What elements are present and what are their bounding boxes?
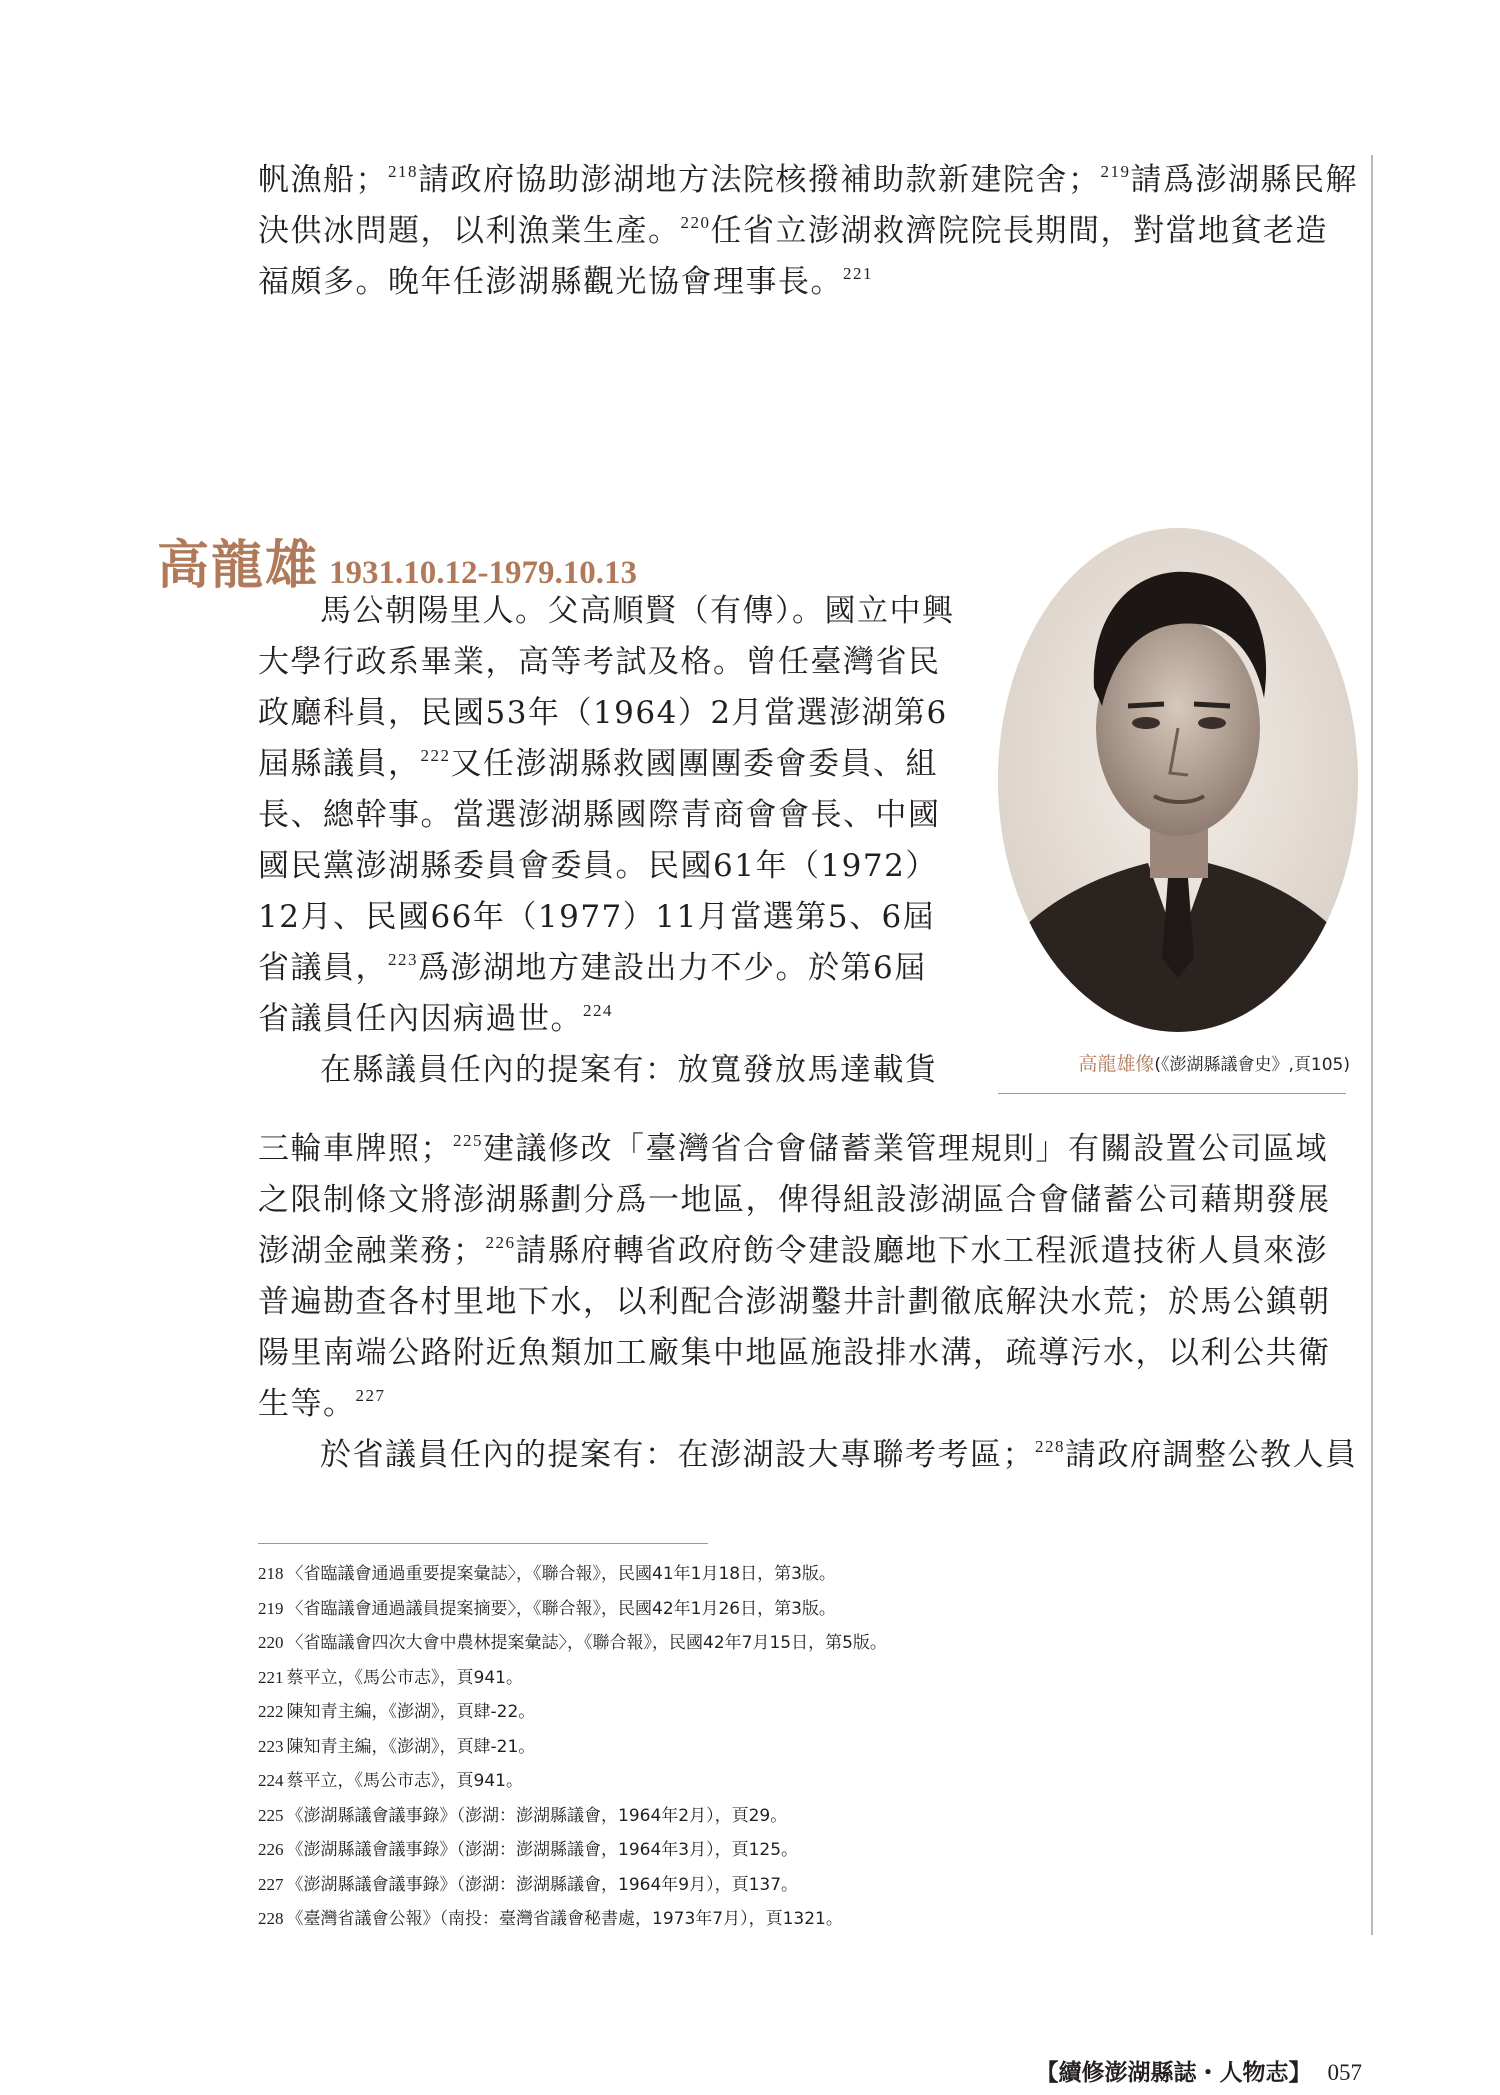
footnote-number: 219 xyxy=(258,1598,284,1618)
page-footer xyxy=(1000,2054,1362,2087)
text-run: 爲澎湖地方建設出力不少。於第6屆省議員任內因病過世。 xyxy=(258,950,927,1037)
footnote-divider xyxy=(258,1543,708,1544)
footnote-text: 〈省臨議會通過重要提案彙誌〉，《聯合報》，民國41年1月18日，第3版。 xyxy=(286,1564,836,1584)
text-run: 請爲澎湖縣民解決供冰問題，以利漁業生產。 xyxy=(258,162,1358,249)
margin-rule xyxy=(1371,155,1373,1935)
footnote-item xyxy=(258,1592,1358,1627)
footnote-number: 218 xyxy=(258,1564,284,1583)
footnote-item xyxy=(258,1799,1358,1834)
footnote-ref[interactable]: 221 xyxy=(843,264,873,283)
person-dates: 1931.10.12-1979.10.13 xyxy=(329,555,638,591)
footnote-item xyxy=(258,1833,1358,1868)
footnote-number: 223 xyxy=(258,1736,284,1756)
footnote-text: 蔡平立，《馬公市志》，頁941。 xyxy=(286,1771,523,1791)
text-run: 請縣府轉省政府飭令建設廳地下水工程派遣技術人員來澎普遍勘查各村里地下水，以利配合澎湖鑿井計劃徹底解決水荒；於馬公鎮朝陽里南端公路附近魚類加工廠集中地區施設排水溝，疏導污水，以利公共衛生等。 xyxy=(258,1233,1331,1422)
proposal-paragraph xyxy=(258,1124,1358,1481)
text-run: 請政府調整公教人員 xyxy=(1065,1437,1358,1473)
footnote-ref[interactable]: 226 xyxy=(485,1233,516,1252)
footnote-item xyxy=(258,1764,1358,1799)
caption-name: 高龍雄像 xyxy=(1078,1053,1155,1075)
footnote-text: 蔡平立，《馬公市志》，頁941。 xyxy=(286,1667,523,1688)
footnote-number: 220 xyxy=(258,1633,284,1652)
text-run: 建議修改「臺灣省合會儲蓄業管理規則」有關設置公司區域之限制條文將澎湖縣劃分爲一地區，俾得組設澎湖區合會儲蓄公司藉期發展澎湖金融業務； xyxy=(258,1131,1331,1269)
text-run: 馬公朝陽里人。父高順賢（有傳）。國立中興大學行政系畢業，高等考試及格。曾任臺灣省民政廳科員，民國53年（1964）2月當選澎湖第6屆縣議員， xyxy=(258,593,955,782)
footnote-number: 225 xyxy=(258,1805,284,1825)
footnote-text: 陳知青主編，《澎湖》，頁肆-21。 xyxy=(286,1736,536,1757)
text-run: 又任澎湖縣救國團團委會委員、組長、總幹事。當選澎湖縣國際青商會會長、中國國民黨澎湖縣委員會委員。民國61年（1972）12月、民國66年（1977）11月當選第5、6屆省議員， xyxy=(258,746,941,986)
top-paragraph xyxy=(258,155,1358,308)
footnote-item xyxy=(258,1868,1358,1903)
footnote-text: 《澎湖縣議會議事錄》（澎湖：澎湖縣議會，1964年2月），頁29。 xyxy=(286,1805,788,1826)
footnote-number: 227 xyxy=(258,1874,284,1894)
footnote-list xyxy=(258,1557,1358,1937)
text-run: 帆漁船； xyxy=(258,162,388,198)
footnote-item xyxy=(258,1557,1358,1592)
footnote-ref[interactable]: 223 xyxy=(388,950,418,969)
footnote-ref[interactable]: 219 xyxy=(1100,162,1131,181)
bio-paragraph xyxy=(258,586,958,1096)
footnote-ref[interactable]: 218 xyxy=(388,162,418,181)
footnote-ref[interactable]: 224 xyxy=(583,1001,613,1020)
text-run: 於省議員任內的提案有：在澎湖設大專聯考考區； xyxy=(320,1437,1035,1473)
footnote-number: 222 xyxy=(258,1702,284,1721)
footnote-item xyxy=(258,1730,1358,1765)
text-run: 任省立澎湖救濟院院長期間，對當地貧老造福頗多。晚年任澎湖縣觀光協會理事長。 xyxy=(258,213,1328,300)
footnote-ref[interactable]: 222 xyxy=(420,746,451,765)
footnote-text: 《澎湖縣議會議事錄》（澎湖：澎湖縣議會，1964年9月），頁137。 xyxy=(286,1874,799,1895)
footnote-text: 陳知青主編，《澎湖》，頁肆-22。 xyxy=(286,1702,536,1722)
person-name: 高龍雄 xyxy=(157,535,320,596)
book-title: 【續修澎湖縣誌・人物志】 xyxy=(1035,2059,1312,2086)
footnote-item xyxy=(258,1661,1358,1696)
footnote-number: 221 xyxy=(258,1667,284,1687)
text-run: 三輪車牌照； xyxy=(258,1131,453,1167)
caption-source: (《澎湖縣議會史》,頁105) xyxy=(1154,1055,1350,1075)
text-run: 請政府協助澎湖地方法院核撥補助款新建院舍； xyxy=(418,162,1101,198)
footnote-ref[interactable]: 220 xyxy=(680,213,711,232)
footnote-ref[interactable]: 228 xyxy=(1035,1437,1065,1456)
footnote-text: 《澎湖縣議會議事錄》（澎湖：澎湖縣議會，1964年3月），頁125。 xyxy=(286,1840,799,1860)
proposal-intro: 在縣議員任內的提案有：放寬發放馬達載貨 xyxy=(320,1052,938,1088)
photo-caption xyxy=(1000,1049,1350,1076)
footnote-number: 224 xyxy=(258,1771,284,1790)
footnote-item xyxy=(258,1626,1358,1661)
footnote-text: 《臺灣省議會公報》（南投：臺灣省議會秘書處，1973年7月），頁1321。 xyxy=(286,1909,843,1929)
footnote-item xyxy=(258,1902,1358,1937)
footnote-number: 226 xyxy=(258,1840,284,1859)
footnote-ref[interactable]: 225 xyxy=(453,1131,483,1150)
footnote-number: 228 xyxy=(258,1909,284,1928)
footnote-item xyxy=(258,1695,1358,1730)
footnote-text: 〈省臨議會通過議員提案摘要〉，《聯合報》，民國42年1月26日，第3版。 xyxy=(286,1598,836,1619)
page-number: 057 xyxy=(1327,2060,1362,2085)
caption-rule xyxy=(998,1093,1346,1094)
portrait-photo xyxy=(998,528,1358,1032)
footnote-ref[interactable]: 227 xyxy=(355,1386,386,1405)
footnote-text: 〈省臨議會四次大會中農林提案彙誌〉，《聯合報》，民國42年7月15日，第5版。 xyxy=(286,1633,887,1653)
